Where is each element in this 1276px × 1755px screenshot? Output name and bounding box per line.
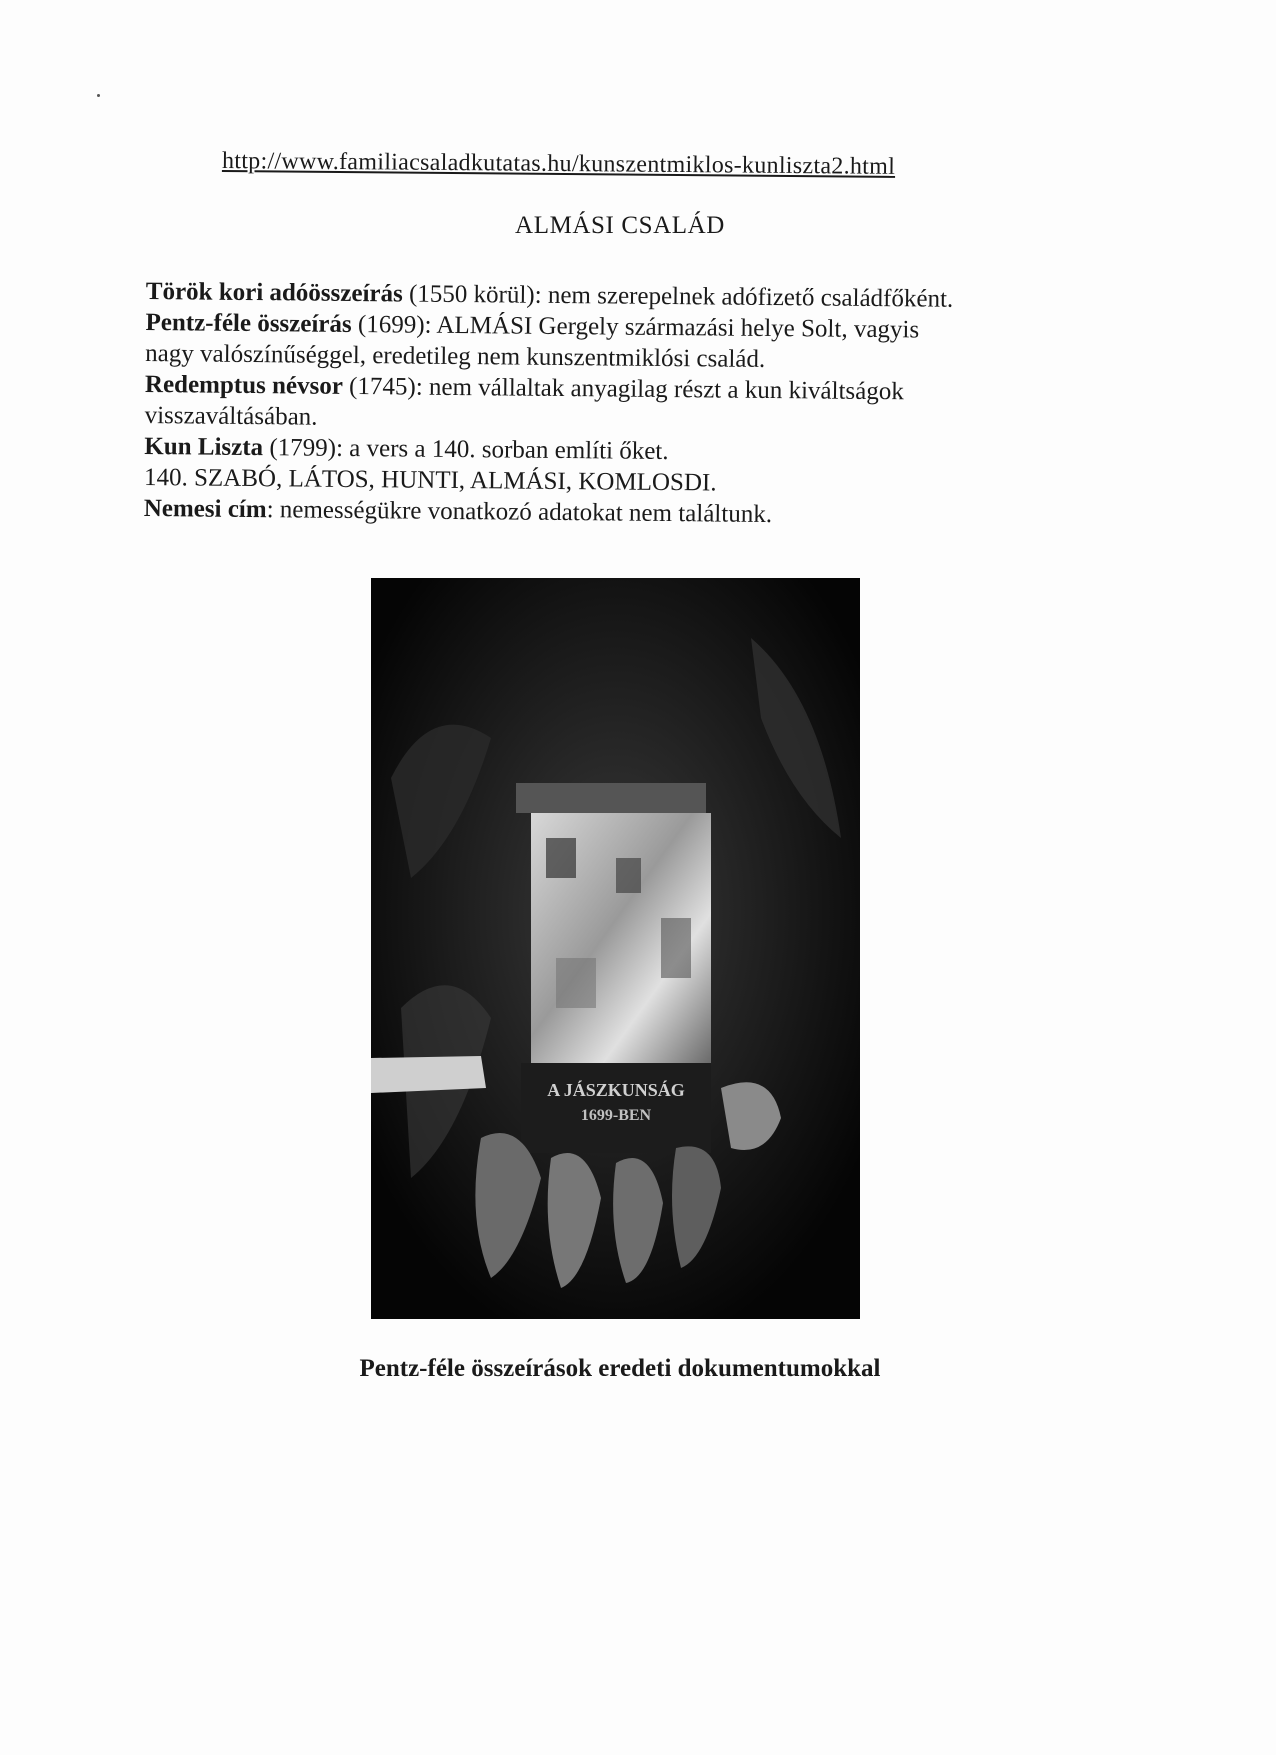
- record-label: Nemesi cím: [143, 494, 267, 524]
- record-value: (1550 körül): nem szerepelnek adófizető családfőként.: [402, 280, 954, 313]
- cover-figure: [616, 858, 641, 893]
- record-value: 140. SZABÓ, LÁTOS, HUNTI, ALMÁSI, KOMLOSDI.: [143, 463, 717, 497]
- scan-speck: [97, 94, 100, 97]
- record-value: nagy valószínűséggel, eredetileg nem kunszentmiklósi család.: [145, 339, 766, 373]
- record-label: Pentz-féle összeírás: [145, 308, 352, 338]
- source-url: http://www.familiacsaladkutatas.hu/kunszentmiklos-kunliszta2.html: [221, 148, 896, 180]
- record-label: Redemptus névsor: [144, 370, 344, 400]
- record-value: (1699): ALMÁSI Gergely származási helye Solt, vagyis: [351, 310, 920, 344]
- book-title-line1: A JÁSZKUNSÁG: [547, 1080, 685, 1100]
- record-label: Kun Liszta: [144, 432, 264, 462]
- page-title: ALMÁSI CSALÁD: [515, 212, 725, 239]
- book-photo: [371, 578, 860, 1319]
- record-value: (1799): a vers a 140. sorban említi őket.: [263, 434, 669, 466]
- photo-caption: Pentz-féle összeírások eredeti dokumentumokkal: [359, 1355, 881, 1382]
- book-title-line2: 1699-BEN: [580, 1107, 652, 1124]
- record-value: : nemességükre vonatkozó adatokat nem találtunk.: [266, 496, 773, 529]
- record-value: (1745): nem vállaltak anyagilag részt a kun kiváltságok: [342, 372, 904, 406]
- book-photo-graphic: [371, 578, 860, 1319]
- record-label: Török kori adóösszeírás: [145, 277, 403, 308]
- book-top-band: [516, 783, 706, 813]
- record-value: visszaváltásában.: [144, 401, 318, 431]
- cover-figure: [661, 918, 691, 978]
- family-record-text: [144, 276, 1146, 534]
- cover-figure: [556, 958, 596, 1008]
- hand-thumb: [371, 1056, 486, 1093]
- cover-figure: [546, 838, 576, 878]
